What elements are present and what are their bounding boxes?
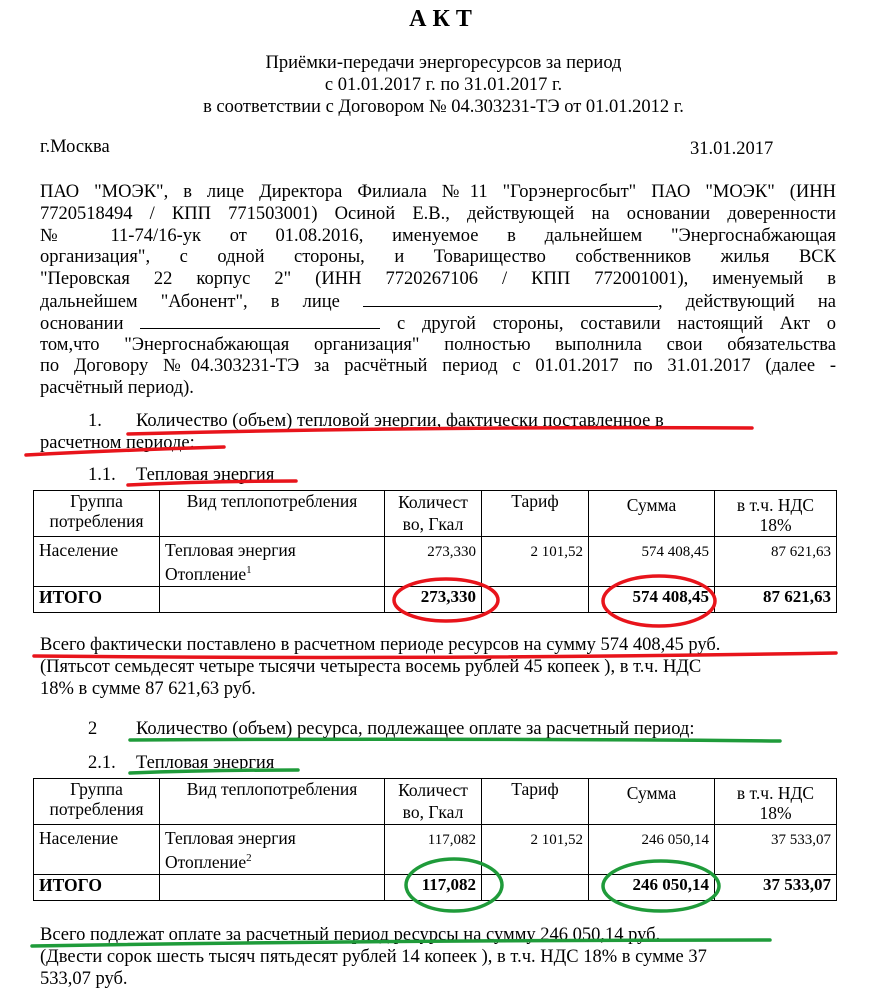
preamble-paragraph bbox=[40, 182, 836, 400]
total-vat: 87 621,63 bbox=[715, 587, 837, 613]
section-1-1-heading: Тепловая энергия bbox=[136, 465, 275, 485]
section-1-heading: Количество (объем) тепловой энергии, фактически поставленное в bbox=[136, 411, 664, 431]
section-1-number: 1. bbox=[88, 411, 102, 431]
total-vat: 37 533,07 bbox=[715, 875, 837, 901]
footnote-mark: 1 bbox=[246, 564, 252, 576]
city: г.Москва bbox=[40, 137, 110, 157]
cell-qty: 117,082 bbox=[385, 825, 482, 875]
preamble-line: № 11-74/16-ук от 01.08.2016, именуемое в дальнейшем "Энергоснабжающая bbox=[40, 225, 836, 246]
table-header-row bbox=[34, 491, 837, 537]
section-2-1-heading: Тепловая энергия bbox=[136, 753, 275, 773]
table-total-row bbox=[34, 875, 837, 901]
col-header-qty: Количест во, Гкал bbox=[385, 491, 482, 537]
supplied-energy-table bbox=[33, 490, 837, 613]
cell-sum: 574 408,45 bbox=[589, 537, 715, 587]
col-header-group: Группа потребления bbox=[34, 779, 160, 825]
cell-sum: 246 050,14 bbox=[589, 825, 715, 875]
section-1-1-number: 1.1. bbox=[88, 465, 116, 485]
total-kind-empty bbox=[160, 587, 385, 613]
preamble-line: расчётный период). bbox=[40, 378, 194, 399]
subtitle-line-1: Приёмки-передачи энергоресурсов за период bbox=[265, 53, 622, 73]
subtitle-line-2: с 01.01.2017 г. по 31.01.2017 г. bbox=[324, 75, 563, 95]
col-header-vat: в т.ч. НДС 18% bbox=[715, 779, 837, 825]
table-row bbox=[34, 825, 837, 875]
preamble-line: "Перовская 22 корпус 2" (ИНН 7720267106 / КПП 772001001), именуемый в bbox=[40, 269, 836, 290]
section-2-1-number: 2.1. bbox=[88, 753, 116, 773]
table-header-row bbox=[34, 779, 837, 825]
col-header-qty: Количест во, Гкал bbox=[385, 779, 482, 825]
col-header-sum: Сумма bbox=[589, 779, 715, 825]
section-2-summary-vat: 533,07 руб. bbox=[40, 969, 128, 989]
section-1-summary: Всего фактически поставлено в расчетном периоде ресурсов на сумму 574 408,45 руб. bbox=[40, 635, 721, 655]
cell-qty: 273,330 bbox=[385, 537, 482, 587]
col-header-kind: Вид теплопотребления bbox=[160, 779, 385, 825]
section-1-summary-words: (Пятьсот семьдесят четыре тысячи четыреста восемь рублей 45 копеек ), в т.ч. НДС bbox=[40, 657, 702, 677]
col-header-group: Группа потребления bbox=[34, 491, 160, 537]
section-2-summary: Всего подлежат оплате за расчетный период ресурсы на сумму 246 050,14 руб. bbox=[40, 925, 661, 945]
table-total-row bbox=[34, 587, 837, 613]
cell-tariff: 2 101,52 bbox=[482, 537, 589, 587]
cell-vat: 37 533,07 bbox=[715, 825, 837, 875]
section-1-summary-vat: 18% в сумме 87 621,63 руб. bbox=[40, 679, 256, 699]
col-header-kind: Вид теплопотребления bbox=[160, 491, 385, 537]
subtitle-line-3: в соответствии с Договором № 04.303231-ТЭ от 01.01.2012 г. bbox=[203, 97, 684, 117]
preamble-line: ПАО "МОЭК", в лице Директора Филиала №11 "Горэнергосбыт" ПАО "МОЭК" (ИНН bbox=[40, 182, 836, 202]
total-sum: 246 050,14 bbox=[589, 875, 715, 901]
section-2-heading: Количество (объем) ресурса, подлежащее оплате за расчетный период: bbox=[136, 719, 695, 739]
basis-blank bbox=[140, 313, 380, 329]
col-header-sum: Сумма bbox=[589, 491, 715, 537]
document-title: АКТ bbox=[409, 6, 478, 32]
payable-energy-table bbox=[33, 778, 837, 901]
preamble-line: по Договору №04.303231-ТЭ за расчётный период с 01.01.2017 по 31.01.2017 (далее - bbox=[40, 356, 836, 377]
total-qty: 117,082 bbox=[385, 875, 482, 901]
preamble-line-with-blank: дальнейшем "Абонент", в лице , действующий на bbox=[40, 291, 837, 312]
total-tariff-empty bbox=[482, 875, 589, 901]
cell-group: Население bbox=[34, 537, 160, 587]
cell-kind: Тепловая энергия Отопление$^2$ bbox=[160, 825, 385, 875]
cell-vat: 87 621,63 bbox=[715, 537, 837, 587]
total-kind-empty bbox=[160, 875, 385, 901]
total-label: ИТОГО bbox=[34, 587, 160, 613]
total-label: ИТОГО bbox=[34, 875, 160, 901]
preamble-line-with-blank: основании с другой стороны, составили настоящий Акт о bbox=[40, 313, 836, 334]
document-date: 31.01.2017 bbox=[690, 139, 774, 159]
preamble-line: организация", с одной стороны, и Товарищество собственников жилья ВСК bbox=[40, 247, 836, 268]
table-row bbox=[34, 537, 837, 587]
cell-kind: Тепловая энергия Отопление$^1$ bbox=[160, 537, 385, 587]
section-1-heading-cont: расчетном периоде: bbox=[40, 433, 195, 453]
cell-tariff: 2 101,52 bbox=[482, 825, 589, 875]
representative-blank bbox=[363, 291, 658, 307]
total-tariff-empty bbox=[482, 587, 589, 613]
preamble-line: том,что "Энергоснабжающая организация" полностью выполнила свои обязательства bbox=[40, 334, 836, 355]
cell-group: Население bbox=[34, 825, 160, 875]
col-header-tariff: Тариф bbox=[482, 779, 589, 825]
preamble-line: 7720518494 / КПП 771503001) Осиной Е.В., действующей на основании доверенности bbox=[40, 203, 836, 224]
total-sum: 574 408,45 bbox=[589, 587, 715, 613]
col-header-vat: в т.ч. НДС 18% bbox=[715, 491, 837, 537]
total-qty: 273,330 bbox=[385, 587, 482, 613]
section-2-summary-words: (Двести сорок шесть тысяч пятьдесят рублей 14 копеек ), в т.ч. НДС 18% в сумме 37 bbox=[40, 947, 707, 967]
col-header-tariff: Тариф bbox=[482, 491, 589, 537]
section-2-number: 2 bbox=[88, 719, 98, 739]
footnote-mark: 2 bbox=[246, 852, 252, 864]
